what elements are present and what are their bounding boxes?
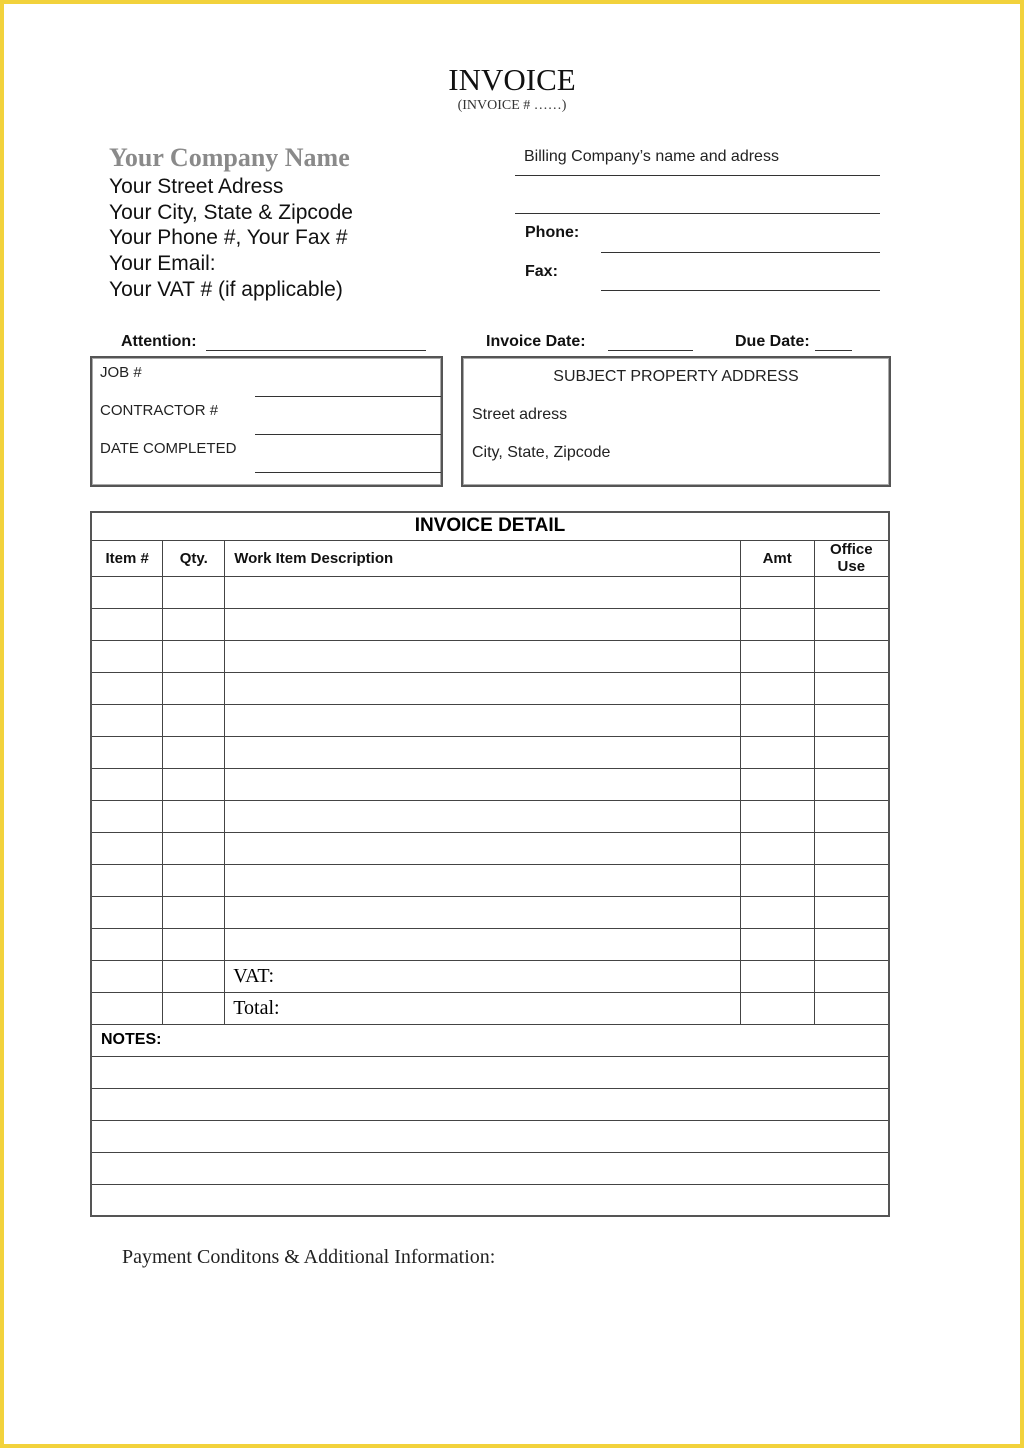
qty-cell[interactable] bbox=[163, 800, 225, 832]
notes-line[interactable] bbox=[91, 1184, 889, 1216]
billing-line-1[interactable] bbox=[515, 175, 880, 176]
qty-cell[interactable] bbox=[163, 608, 225, 640]
amt-cell[interactable] bbox=[740, 608, 814, 640]
item-cell[interactable] bbox=[91, 768, 163, 800]
description-cell[interactable] bbox=[225, 896, 741, 928]
item-row bbox=[91, 928, 889, 960]
due-date-label: Due Date: bbox=[735, 333, 810, 350]
item-row bbox=[91, 768, 889, 800]
item-row bbox=[91, 832, 889, 864]
amt-cell[interactable] bbox=[740, 704, 814, 736]
total-item-cell[interactable] bbox=[91, 992, 163, 1024]
item-row bbox=[91, 736, 889, 768]
billing-phone-label: Phone: bbox=[525, 224, 580, 241]
company-email: Your Email: bbox=[109, 252, 216, 275]
qty-cell[interactable] bbox=[163, 928, 225, 960]
column-header-qty: Qty. bbox=[163, 540, 225, 576]
notes-row bbox=[91, 1184, 889, 1216]
contractor-number-label: CONTRACTOR # bbox=[100, 402, 219, 419]
item-cell[interactable] bbox=[91, 800, 163, 832]
item-cell[interactable] bbox=[91, 672, 163, 704]
company-vat: Your VAT # (if applicable) bbox=[109, 278, 343, 301]
job-number-line[interactable] bbox=[255, 396, 441, 397]
office-use-cell[interactable] bbox=[814, 800, 889, 832]
amt-cell[interactable] bbox=[740, 640, 814, 672]
amt-cell[interactable] bbox=[740, 864, 814, 896]
qty-cell[interactable] bbox=[163, 672, 225, 704]
qty-cell[interactable] bbox=[163, 768, 225, 800]
invoice-date-line[interactable] bbox=[608, 350, 693, 351]
description-cell[interactable] bbox=[225, 800, 741, 832]
office-use-cell[interactable] bbox=[814, 672, 889, 704]
item-cell[interactable] bbox=[91, 608, 163, 640]
description-cell[interactable] bbox=[225, 640, 741, 672]
amt-cell[interactable] bbox=[740, 576, 814, 608]
item-row bbox=[91, 576, 889, 608]
item-cell[interactable] bbox=[91, 864, 163, 896]
item-cell[interactable] bbox=[91, 576, 163, 608]
office-use-cell[interactable] bbox=[814, 704, 889, 736]
item-cell[interactable] bbox=[91, 736, 163, 768]
company-street: Your Street Adress bbox=[109, 175, 284, 198]
date-completed-line[interactable] bbox=[255, 472, 441, 473]
contractor-number-line[interactable] bbox=[255, 434, 441, 435]
office-use-cell[interactable] bbox=[814, 608, 889, 640]
column-header-description: Work Item Description bbox=[225, 540, 741, 576]
invoice-date-label: Invoice Date: bbox=[486, 333, 586, 350]
item-row bbox=[91, 896, 889, 928]
amt-cell[interactable] bbox=[740, 800, 814, 832]
qty-cell[interactable] bbox=[163, 896, 225, 928]
notes-line[interactable] bbox=[91, 1120, 889, 1152]
item-cell[interactable] bbox=[91, 640, 163, 672]
notes-line[interactable] bbox=[91, 1056, 889, 1088]
vat-office-cell[interactable] bbox=[814, 960, 889, 992]
invoice-detail-table bbox=[90, 511, 890, 1217]
vat-item-cell[interactable] bbox=[91, 960, 163, 992]
qty-cell[interactable] bbox=[163, 640, 225, 672]
date-completed-label: DATE COMPLETED bbox=[100, 440, 237, 457]
invoice-title: INVOICE bbox=[448, 62, 576, 97]
company-phone-fax: Your Phone #, Your Fax # bbox=[109, 226, 348, 249]
billing-phone-line[interactable] bbox=[601, 252, 880, 253]
description-cell[interactable] bbox=[225, 928, 741, 960]
office-use-cell[interactable] bbox=[814, 768, 889, 800]
notes-line[interactable] bbox=[91, 1088, 889, 1120]
item-cell[interactable] bbox=[91, 704, 163, 736]
qty-cell[interactable] bbox=[163, 736, 225, 768]
total-qty-cell[interactable] bbox=[163, 992, 225, 1024]
amt-cell[interactable] bbox=[740, 928, 814, 960]
notes-row bbox=[91, 1152, 889, 1184]
vat-amt-cell[interactable] bbox=[740, 960, 814, 992]
attention-line[interactable] bbox=[206, 350, 426, 351]
amt-cell[interactable] bbox=[740, 896, 814, 928]
amt-cell[interactable] bbox=[740, 672, 814, 704]
office-use-cell[interactable] bbox=[814, 640, 889, 672]
column-header-amt: Amt bbox=[740, 540, 814, 576]
job-number-label: JOB # bbox=[100, 364, 142, 381]
description-cell[interactable] bbox=[225, 768, 741, 800]
description-cell[interactable] bbox=[225, 704, 741, 736]
invoice-detail-title: INVOICE DETAIL bbox=[91, 512, 889, 540]
description-cell[interactable] bbox=[225, 672, 741, 704]
amt-cell[interactable] bbox=[740, 736, 814, 768]
column-header-item: Item # bbox=[91, 540, 163, 576]
office-use-cell[interactable] bbox=[814, 832, 889, 864]
qty-cell[interactable] bbox=[163, 864, 225, 896]
total-label: Total: bbox=[225, 992, 741, 1024]
description-cell[interactable] bbox=[225, 608, 741, 640]
item-cell[interactable] bbox=[91, 896, 163, 928]
notes-row bbox=[91, 1088, 889, 1120]
description-cell[interactable] bbox=[225, 576, 741, 608]
description-cell[interactable] bbox=[225, 736, 741, 768]
qty-cell[interactable] bbox=[163, 576, 225, 608]
amt-cell[interactable] bbox=[740, 768, 814, 800]
office-use-cell[interactable] bbox=[814, 896, 889, 928]
property-street[interactable]: Street adress bbox=[472, 406, 568, 423]
company-name: Your Company Name bbox=[109, 143, 350, 172]
vat-qty-cell[interactable] bbox=[163, 960, 225, 992]
notes-row bbox=[91, 1056, 889, 1088]
total-amt-cell[interactable] bbox=[740, 992, 814, 1024]
company-city: Your City, State & Zipcode bbox=[109, 201, 353, 224]
property-address-heading: SUBJECT PROPERTY ADDRESS bbox=[553, 368, 799, 385]
payment-conditions: Payment Conditons & Additional Information: bbox=[122, 1246, 496, 1268]
office-use-cell[interactable] bbox=[814, 928, 889, 960]
office-use-cell[interactable] bbox=[814, 736, 889, 768]
due-date-line[interactable] bbox=[815, 350, 852, 351]
office-use-cell[interactable] bbox=[814, 576, 889, 608]
billing-fax-label: Fax: bbox=[525, 263, 558, 280]
billing-line-2[interactable] bbox=[515, 213, 880, 214]
vat-label: VAT: bbox=[225, 960, 741, 992]
job-info-box bbox=[90, 356, 443, 487]
column-header-office-use: Office Use bbox=[814, 540, 889, 576]
item-row bbox=[91, 704, 889, 736]
item-cell[interactable] bbox=[91, 928, 163, 960]
item-row bbox=[91, 640, 889, 672]
notes-label: NOTES: bbox=[91, 1024, 889, 1056]
item-row bbox=[91, 608, 889, 640]
description-cell[interactable] bbox=[225, 864, 741, 896]
office-use-cell[interactable] bbox=[814, 864, 889, 896]
total-office-cell[interactable] bbox=[814, 992, 889, 1024]
invoice-number: (INVOICE # ……) bbox=[457, 98, 567, 113]
item-row bbox=[91, 800, 889, 832]
qty-cell[interactable] bbox=[163, 704, 225, 736]
property-city[interactable]: City, State, Zipcode bbox=[472, 444, 611, 461]
notes-line[interactable] bbox=[91, 1152, 889, 1184]
item-row bbox=[91, 672, 889, 704]
billing-company-label: Billing Company’s name and adress bbox=[524, 148, 779, 165]
qty-cell[interactable] bbox=[163, 832, 225, 864]
billing-fax-line[interactable] bbox=[601, 290, 880, 291]
item-cell[interactable] bbox=[91, 832, 163, 864]
description-cell[interactable] bbox=[225, 832, 741, 864]
attention-label: Attention: bbox=[121, 333, 197, 350]
amt-cell[interactable] bbox=[740, 832, 814, 864]
item-row bbox=[91, 864, 889, 896]
notes-row bbox=[91, 1120, 889, 1152]
